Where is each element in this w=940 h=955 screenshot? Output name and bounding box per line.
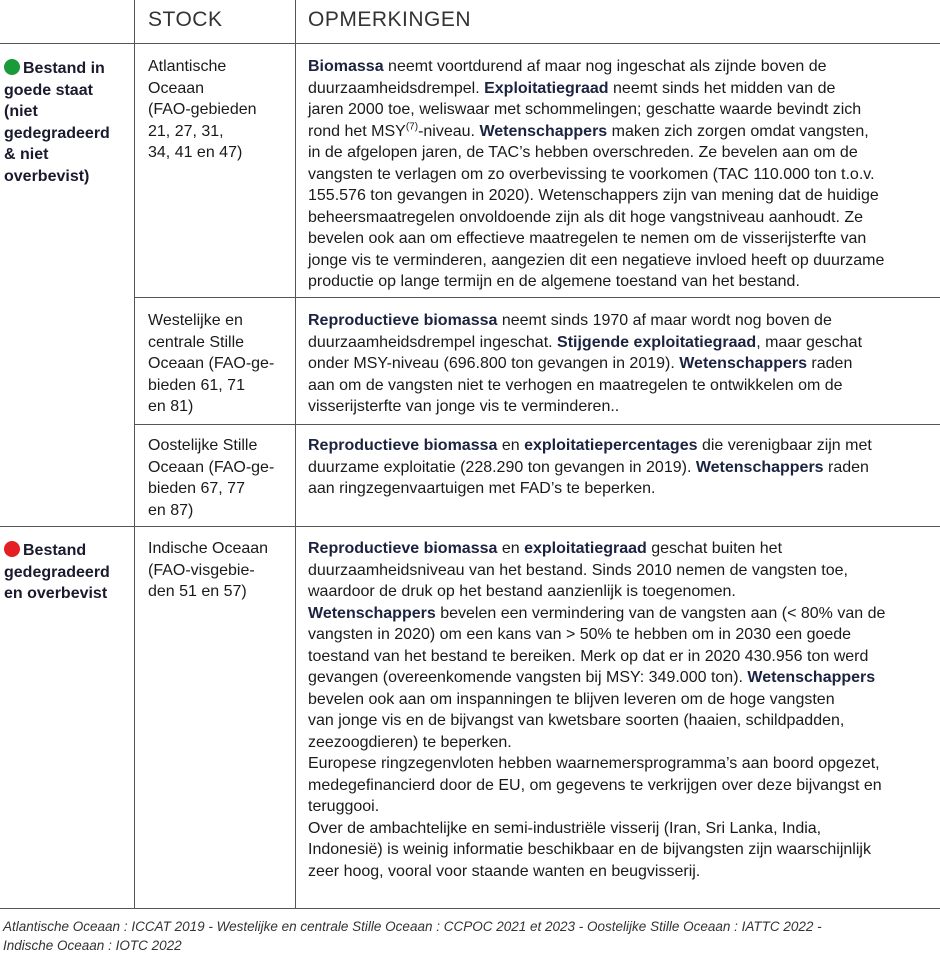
text-segment: , maar geschat [756, 333, 863, 351]
remark-line [308, 99, 933, 121]
stock-line: 34, 41 en 47) [148, 144, 243, 161]
remark-line [308, 753, 933, 775]
stock-cell-atlantic [148, 56, 293, 164]
header-divider [0, 43, 940, 44]
remark-line [308, 396, 933, 418]
text-segment: gevangen (overeenkomende vangsten bij MSY: 349.000 ton). [308, 669, 748, 686]
bold-term: Wetenschappers [747, 669, 876, 686]
text-segment: die verenigbaar zijn met [697, 437, 872, 454]
table-bottom-border [0, 908, 940, 909]
text-segment: visserijsterfte van jonge vis te verminderen.. [308, 398, 620, 415]
text-segment: onder MSY-niveau (696.800 ton gevangen in 2019). [308, 355, 680, 372]
status-line: & niet [4, 146, 49, 163]
remark-line [308, 435, 933, 457]
status-line: goede staat [4, 81, 93, 99]
bold-term: Wetenschappers [479, 122, 608, 140]
remark-line [308, 796, 933, 818]
remark-line [308, 603, 933, 625]
text-segment: en [497, 540, 525, 557]
text-segment: maken zich zorgen omdat vangsten, [607, 122, 869, 140]
red-dot-icon [4, 541, 20, 557]
status-line: overbevist) [4, 167, 90, 185]
text-segment: in de afgelopen jaren, de TAC’s hebben overschreden. Ze bevelen aan om de [308, 144, 858, 161]
bold-term: exploitatiepercentages [524, 437, 698, 454]
stock-cell-western-central-pacific [148, 310, 293, 418]
bold-term: Biomassa [308, 58, 384, 75]
status-good [4, 58, 130, 187]
remark-line [308, 375, 933, 397]
status-line: Bestand [4, 540, 130, 562]
remark-line [308, 775, 933, 797]
text-segment: rond het MSY [308, 122, 406, 140]
source-footnote [3, 917, 933, 955]
remark-line [308, 353, 933, 375]
text-segment: toestand van het bestand te bereiken. Merk op dat er in 2020 430.956 ton werd [308, 647, 869, 665]
status-line: gedegradeerd [4, 563, 110, 581]
text-segment: waardoor de druk op het bestand aanzienlijk is toegenomen. [308, 583, 736, 600]
row-divider-2 [134, 424, 940, 425]
text-segment: neemt sinds het midden van de [608, 79, 836, 97]
status-line: en overbevist [4, 585, 108, 602]
text-segment: productie op lange termijn en de algemene toestand van het bestand. [308, 273, 800, 290]
bold-term: Reproductieve biomassa [308, 540, 498, 557]
text-segment: bevelen ook aan om inspanningen te blijven leveren om de hoge vangsten [308, 690, 835, 708]
stock-line: Indische Oceaan [148, 540, 269, 557]
status-line: gedegradeerd [4, 124, 110, 142]
remark-line [308, 185, 933, 207]
text-segment: beheersmaatregelen onvoldoende zijn als dit hoge vangstniveau aanhoudt. Ze [308, 208, 864, 226]
status-line: Bestand in [4, 58, 130, 80]
remark-line [308, 560, 933, 582]
footnote-line: Atlantische Oceaan : ICCAT 2019 - Westelijke en centrale Stille Oceaan : CCPOC 2021 et 2023 - Oostelijke Stille Oceaan : IATTC 2022 - [3, 919, 822, 934]
remark-line [308, 207, 933, 229]
remark-line [308, 646, 933, 668]
text-segment: zeer hoog, vooral voor staande wanten en beugvisserij. [308, 862, 701, 880]
text-segment: aan om de vangsten niet te verhogen en maatregelen te ontwikkelen om de [308, 376, 843, 394]
remark-line [308, 271, 933, 293]
remarks-column-header: OPMERKINGEN [308, 8, 472, 31]
stock-line: den 51 en 57) [148, 583, 247, 600]
text-segment: en [497, 437, 525, 454]
text-segment: 155.576 ton gevangen in 2020). Wetenschappers zijn van mening dat de huidige [308, 187, 879, 204]
bold-term: Wetenschappers [679, 355, 807, 372]
remark-cell-eastern-pacific [308, 435, 933, 500]
remark-cell-atlantic [308, 56, 933, 293]
remark-line [308, 457, 933, 479]
text-segment: neemt voortdurend af maar nog ingeschat als zijnde boven de [383, 58, 827, 75]
text-segment: duurzaamheidsdrempel ingeschat. [308, 333, 558, 351]
text-segment: duurzame exploitatie (228.290 ton gevangen in 2019). [308, 458, 696, 476]
stock-column-header: STOCK [148, 8, 223, 31]
remark-line [308, 839, 933, 861]
footnote-line: Indische Oceaan : IOTC 2022 [3, 938, 182, 953]
text-segment: bevelen een vermindering van de vangsten aan (< 80% van de [435, 604, 886, 622]
stock-line: en 81) [148, 398, 194, 415]
remark-line [308, 732, 933, 754]
text-segment: bevelen ook aan om effectieve maatregelen te nemen om de visserijsterfte van [308, 230, 867, 247]
remark-cell-western-central-pacific [308, 310, 933, 418]
row-divider-1 [134, 297, 940, 298]
remark-cell-indian-ocean [308, 538, 933, 882]
text-segment: medegefinancierd door de EU, om gegevens te verkrijgen over deze bijvangst en [308, 776, 882, 794]
green-dot-icon [4, 59, 20, 75]
stock-line: Oceaan (FAO-ge- [148, 355, 275, 372]
stock-line: Oceaan (FAO-ge- [148, 458, 275, 476]
footnote-ref: (7) [405, 121, 419, 133]
remark-line [308, 689, 933, 711]
text-segment: jonge vis te verminderen, aangezien dit een negatieve invloed heeft op duurzame [308, 251, 885, 269]
bold-term: Exploitatiegraad [484, 79, 609, 97]
text-segment: Europese ringzegenvloten hebben waarnemersprogramma’s aan boord opgezet, [308, 755, 880, 772]
stock-cell-indian-ocean [148, 538, 293, 603]
stock-cell-eastern-pacific [148, 435, 293, 521]
stock-line: (FAO-gebieden [148, 101, 257, 118]
stock-line: Westelijke en [148, 312, 243, 329]
text-segment: Indonesië) is weinig informatie beschikbaar en de bijvangsten zijn waarschijnlijk [308, 841, 871, 858]
stock-line: en 87) [148, 501, 194, 519]
remark-line [308, 250, 933, 272]
bold-term: Wetenschappers [695, 458, 824, 476]
status-bad [4, 540, 130, 605]
remark-line [308, 581, 933, 603]
remark-line [308, 142, 933, 164]
stock-line: (FAO-visgebie- [148, 561, 255, 579]
text-segment: raden [823, 458, 869, 476]
bold-term: Stijgende exploitatiegraad [557, 333, 757, 351]
text-segment: -niveau. [418, 122, 480, 140]
bold-term: Reproductieve biomassa [308, 437, 498, 454]
text-segment: vangsten te verlagen om zo overbevissing te voorkomen (TAC 110.000 ton t.o.v. [308, 165, 875, 183]
text-segment: jaren 2000 toe, weliswaar met schommelingen; geschatte waarde bevindt zich [308, 101, 862, 118]
text-segment: vangsten in 2020) om een kans van > 50% te hebben om in 2030 een goede [308, 626, 852, 643]
text-segment: duurzaamheidsniveau van het bestand. Sinds 2010 nemen de vangsten toe, [308, 561, 848, 579]
stock-line: Oostelijke Stille [148, 437, 258, 454]
stock-line: bieden 61, 71 [148, 376, 245, 394]
remark-line [308, 818, 933, 840]
text-segment: duurzaamheidsdrempel. [308, 79, 485, 97]
remark-line [308, 228, 933, 250]
stock-line: Oceaan [148, 79, 205, 97]
stock-line: centrale Stille [148, 333, 245, 351]
status-line: (niet [4, 103, 38, 120]
remark-line [308, 667, 933, 689]
text-segment: aan ringzegenvaartuigen met FAD’s te beperken. [308, 480, 656, 497]
text-segment: neemt sinds 1970 af maar wordt nog boven de [497, 312, 832, 329]
remark-line [308, 332, 933, 354]
remark-line [308, 624, 933, 646]
remark-line [308, 710, 933, 732]
text-segment: teruggooi. [308, 798, 380, 815]
text-segment: raden [806, 355, 853, 372]
remark-line [308, 164, 933, 186]
remark-line [308, 78, 933, 100]
bold-term: Reproductieve biomassa [308, 312, 498, 329]
text-segment: zeezoogdieren) te beperken. [308, 733, 512, 751]
remark-line [308, 121, 933, 143]
remark-line [308, 56, 933, 78]
remark-line [308, 538, 933, 560]
stock-line: Atlantische [148, 58, 227, 75]
stock-line: 21, 27, 31, [148, 122, 224, 140]
remark-line [308, 861, 933, 883]
column-divider-1 [134, 0, 135, 909]
bold-term: Wetenschappers [308, 604, 436, 622]
remark-line [308, 310, 933, 332]
bold-term: exploitatiegraad [524, 540, 647, 557]
text-segment: geschat buiten het [646, 540, 783, 557]
group-divider [0, 526, 940, 527]
remark-line [308, 478, 933, 500]
stock-line: bieden 67, 77 [148, 480, 245, 497]
text-segment: van jonge vis en de bijvangst van kwetsbare soorten (haaien, schildpadden, [308, 712, 845, 729]
column-divider-2 [295, 0, 296, 909]
text-segment: Over de ambachtelijke en semi-industriële visserij (Iran, Sri Lanka, India, [308, 819, 822, 837]
